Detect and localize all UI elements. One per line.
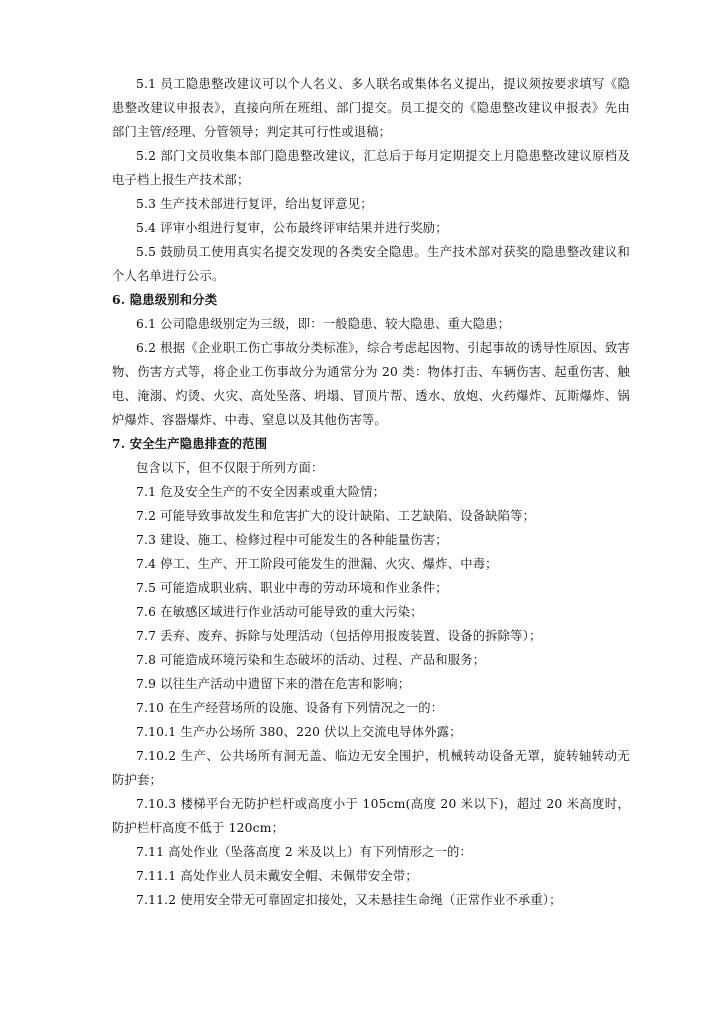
paragraph-5-5: 5.5 鼓励员工使用真实名提交发现的各类安全隐患。生产技术部对获奖的隐患整改建议和个人名单进行公示。 xyxy=(112,245,630,283)
paragraph-7-9: 7.9 以往生产活动中遗留下来的潜在危害和影响； xyxy=(136,677,411,691)
paragraph-7-10-3: 7.10.3 楼梯平台无防护栏杆或高度小于 105cm(高度 20 米以下)，超过 20 米高度时，防护栏杆高度不低于 120cm； xyxy=(112,797,630,835)
paragraph-7-intro: 包含以下，但不仅限于所列方面： xyxy=(136,461,324,475)
paragraph-7-4: 7.4 停工、生产、开工阶段可能发生的泄漏、火灾、爆炸、中毒； xyxy=(136,557,498,571)
paragraph-7-3: 7.3 建设、施工、检修过程中可能发生的各种能量伤害； xyxy=(136,533,448,547)
paragraph-7-5: 7.5 可能造成职业病、职业中毒的劳动环境和作业条件； xyxy=(136,581,448,595)
paragraph-7-1: 7.1 危及安全生产的不安全因素或重大险情； xyxy=(136,485,386,499)
paragraph-7-11-2: 7.11.2 使用安全带无可靠固定扣接处，又未悬挂生命绳（正常作业不承重）； xyxy=(136,893,562,907)
paragraph-5-2: 5.2 部门文员收集本部门隐患整改建议，汇总后于每月定期提交上月隐患整改建议原档及电子档上报生产技术部； xyxy=(112,149,630,187)
paragraph-7-6: 7.6 在敏感区域进行作业活动可能导致的重大污染； xyxy=(136,605,423,619)
section-heading-7: 7. 安全生产隐患排查的范围 xyxy=(112,436,268,451)
paragraph-7-10: 7.10 在生产经营场所的设施、设备有下列情况之一的： xyxy=(136,701,444,715)
paragraph-7-8: 7.8 可能造成环境污染和生态破坏的活动、过程、产品和服务； xyxy=(136,653,486,667)
paragraph-6-1: 6.1 公司隐患级别定为三级，即：一般隐患、较大隐患、重大隐患； xyxy=(136,317,511,331)
paragraph-7-10-2: 7.10.2 生产、公共场所有洞无盖、临边无安全围护，机械转动设备无罩，旋转轴转动无防护套； xyxy=(112,749,630,787)
paragraph-7-10-1: 7.10.1 生产办公场所 380、220 伏以上交流电导体外露； xyxy=(136,725,462,739)
paragraph-7-2: 7.2 可能导致事故发生和危害扩大的设计缺陷、工艺缺陷、设备缺陷等； xyxy=(136,509,536,523)
paragraph-5-3: 5.3 生产技术部进行复评，给出复评意见； xyxy=(136,197,373,211)
paragraph-5-1: 5.1 员工隐患整改建议可以个人名义、多人联名或集体名义提出，提议须按要求填写《隐患整改建议申报表》，直接向所在班组、部门提交。员工提交的《隐患整改建议申报表》先由部门主管/经理、分管领导；判定其可行性或退稿； xyxy=(112,77,630,139)
paragraph-7-11: 7.11 高处作业（坠落高度 2 米及以上）有下列情形之一的： xyxy=(136,845,472,859)
paragraph-7-7: 7.7 丢弃、废弃、拆除与处理活动（包括停用报废装置、设备的拆除等）； xyxy=(136,629,542,643)
paragraph-5-4: 5.4 评审小组进行复审，公布最终评审结果并进行奖励； xyxy=(136,221,448,235)
paragraph-6-2: 6.2 根据《企业职工伤亡事故分类标准》，综合考虑起因物、引起事故的诱导性原因、致害物、伤害方式等，将企业工伤事故分为通常分为 20 类：物体打击、车辆伤害、起重伤害、触电、淹溺、灼烫、火灾、高处坠落、坍塌、冒顶片帮、透水、放炮、火药爆炸、瓦斯爆炸、锅炉爆炸、容器爆炸、中毒、窒息以及其他伤害等。 xyxy=(112,341,630,427)
paragraph-7-11-1: 7.11.1 高处作业人员未戴安全帽、未佩带安全带； xyxy=(136,869,418,883)
section-heading-6: 6. 隐患级别和分类 xyxy=(112,292,218,307)
